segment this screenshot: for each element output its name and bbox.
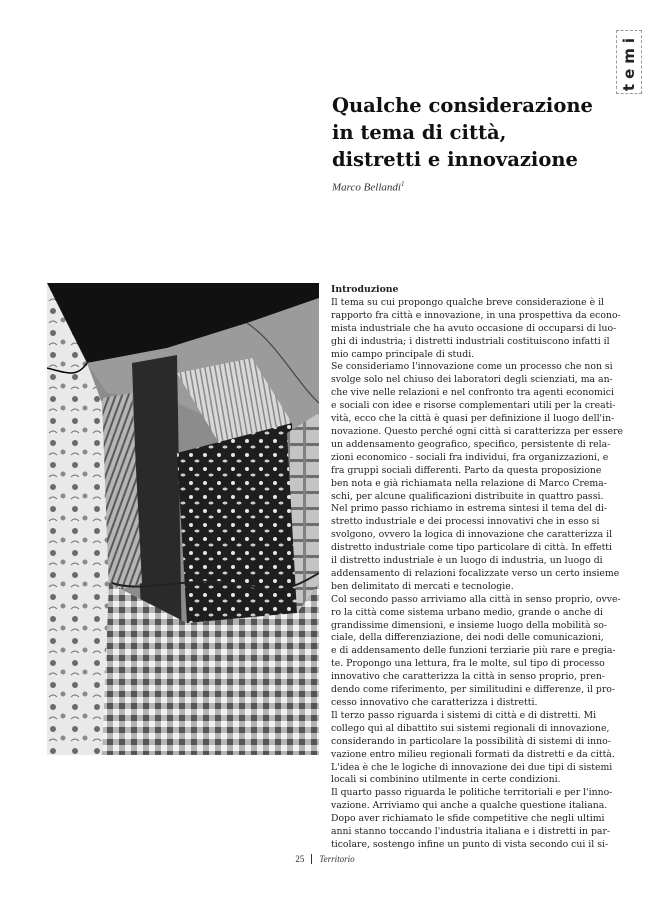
section-heading: Introduzione <box>331 284 399 295</box>
body-line: collego qui al dibattito sui sistemi regionali di innovazione, <box>331 722 610 734</box>
body-line: svolgono, ovvero la logica di innovazione che caratterizza il <box>331 529 613 541</box>
body-line: Il quarto passo riguarda le politiche territoriali e per l'inno- <box>331 787 613 799</box>
body-line: svolge solo nel chiuso dei laboratori degli scienziati, ma an- <box>331 374 613 386</box>
section-tab-label: temi <box>620 32 638 92</box>
body-line: e di addensamento delle funzioni terziarie più rare e pregia- <box>331 645 616 657</box>
body-line: novazione. Questo perché ogni città si caratterizza per essere <box>331 425 624 437</box>
body-line: e sociali con idee e risorse complementari utili per la creati- <box>331 400 616 412</box>
body-line: distretto industriale come tipo particolare di città. In effetti <box>331 542 613 554</box>
body-line: considerando in particolare la possibilità di sistemi di inno- <box>331 735 611 747</box>
body-line: locali si combinino utilmente in certe condizioni. <box>331 774 561 786</box>
body-line: il distretto industriale è un luogo di industria, un luogo di <box>331 555 603 567</box>
body-line: rapporto fra città e innovazione, in una prospettiva da econo- <box>331 309 621 321</box>
page-number: 25 <box>295 854 305 864</box>
body-line: vità, ecco che la città è quasi per definizione il luogo dell'in- <box>331 413 615 425</box>
body-line: dendo come riferimento, per similitudini e differenze, il pro- <box>331 684 616 696</box>
author-byline <box>332 180 404 194</box>
body-line: ben nota e già richiamata nella relazione di Marco Crema- <box>331 477 607 489</box>
body-line: innovativo che caratterizza la città in senso proprio, pren- <box>331 671 605 683</box>
author-name: Marco Bellandi <box>332 181 401 194</box>
journal-name: Territorio <box>319 854 355 864</box>
body-lines <box>331 296 624 852</box>
body-line: grandissime dimensioni, e insieme luogo della mobilità so- <box>331 619 608 631</box>
body-line: addensamento di relazioni focalizzate verso un certo insieme <box>331 567 620 579</box>
body-line: te. Propongo una lettura, fra le molte, sul tipo di processo <box>331 658 605 670</box>
article-body <box>331 284 624 852</box>
body-line: mista industriale che ha avuto occasione di occuparsi di luo- <box>331 322 617 334</box>
body-line: vazione entro milieu regionali formati da distretti e da città. <box>331 748 615 760</box>
footer-separator <box>311 854 312 864</box>
body-line: zioni economico - sociali fra individui, fra organizzazioni, e <box>331 451 609 463</box>
body-line: ro la città come sistema urbano medio, grande o anche di <box>331 606 603 618</box>
body-line: un addensamento geografico, specifico, persistente di rela- <box>331 438 611 450</box>
title-line: Qualche considerazione <box>332 94 593 117</box>
body-line: vazione. Arriviamo qui anche a qualche questione italiana. <box>331 800 608 812</box>
quilt-photo <box>47 283 319 755</box>
body-line: anni stanno toccando l'industria italiana e i distretti in par- <box>331 826 611 838</box>
body-line: ghi di industria; i distretti industriali costituiscono infatti il <box>331 335 610 347</box>
body-line: Dopo aver richiamato le sfide competitive che negli ultimi <box>331 813 605 825</box>
body-line: stretto industriale e dei processi innovativi che in esso si <box>331 516 600 528</box>
article-title <box>332 92 612 173</box>
body-line: Col secondo passo arriviamo alla città in senso proprio, ovve- <box>331 593 621 605</box>
title-line: distretti e innovazione <box>332 148 578 171</box>
title-line: in tema di città, <box>332 121 507 144</box>
body-line: cesso innovativo che caratterizza i distretti. <box>331 697 538 708</box>
page-footer <box>0 854 650 864</box>
section-tab <box>616 30 642 94</box>
body-line: fra gruppi sociali differenti. Parto da questa proposizione <box>331 464 602 476</box>
body-line: ben delimitato di mercati e tecnologie. <box>331 580 514 592</box>
body-line: ticolare, sostengo infine un punto di vista secondo cui il si- <box>331 838 609 850</box>
quilt-photo-illustration <box>47 283 319 755</box>
body-line: che vive nelle relazioni e nel confronto tra agenti economici <box>331 387 614 399</box>
body-line: Il tema su cui propongo qualche breve considerazione è il <box>331 296 605 308</box>
body-line: Se consideriamo l'innovazione come un processo che non si <box>331 361 613 373</box>
body-line: schi, per alcune qualificazioni distribuite in quattro passi. <box>331 490 604 502</box>
body-line: Il terzo passo riguarda i sistemi di città e di distretti. Mi <box>331 709 597 721</box>
body-line: ciale, della differenziazione, dei nodi delle comunicazioni, <box>331 632 604 644</box>
body-line: Nel primo passo richiamo in estrema sintesi il tema del di- <box>331 503 608 515</box>
body-line: L'idea è che le logiche di innovazione dei due tipi di sistemi <box>331 761 613 773</box>
author-footnote-mark: 1 <box>400 180 405 188</box>
body-line: mio campo principale di studi. <box>331 348 475 360</box>
